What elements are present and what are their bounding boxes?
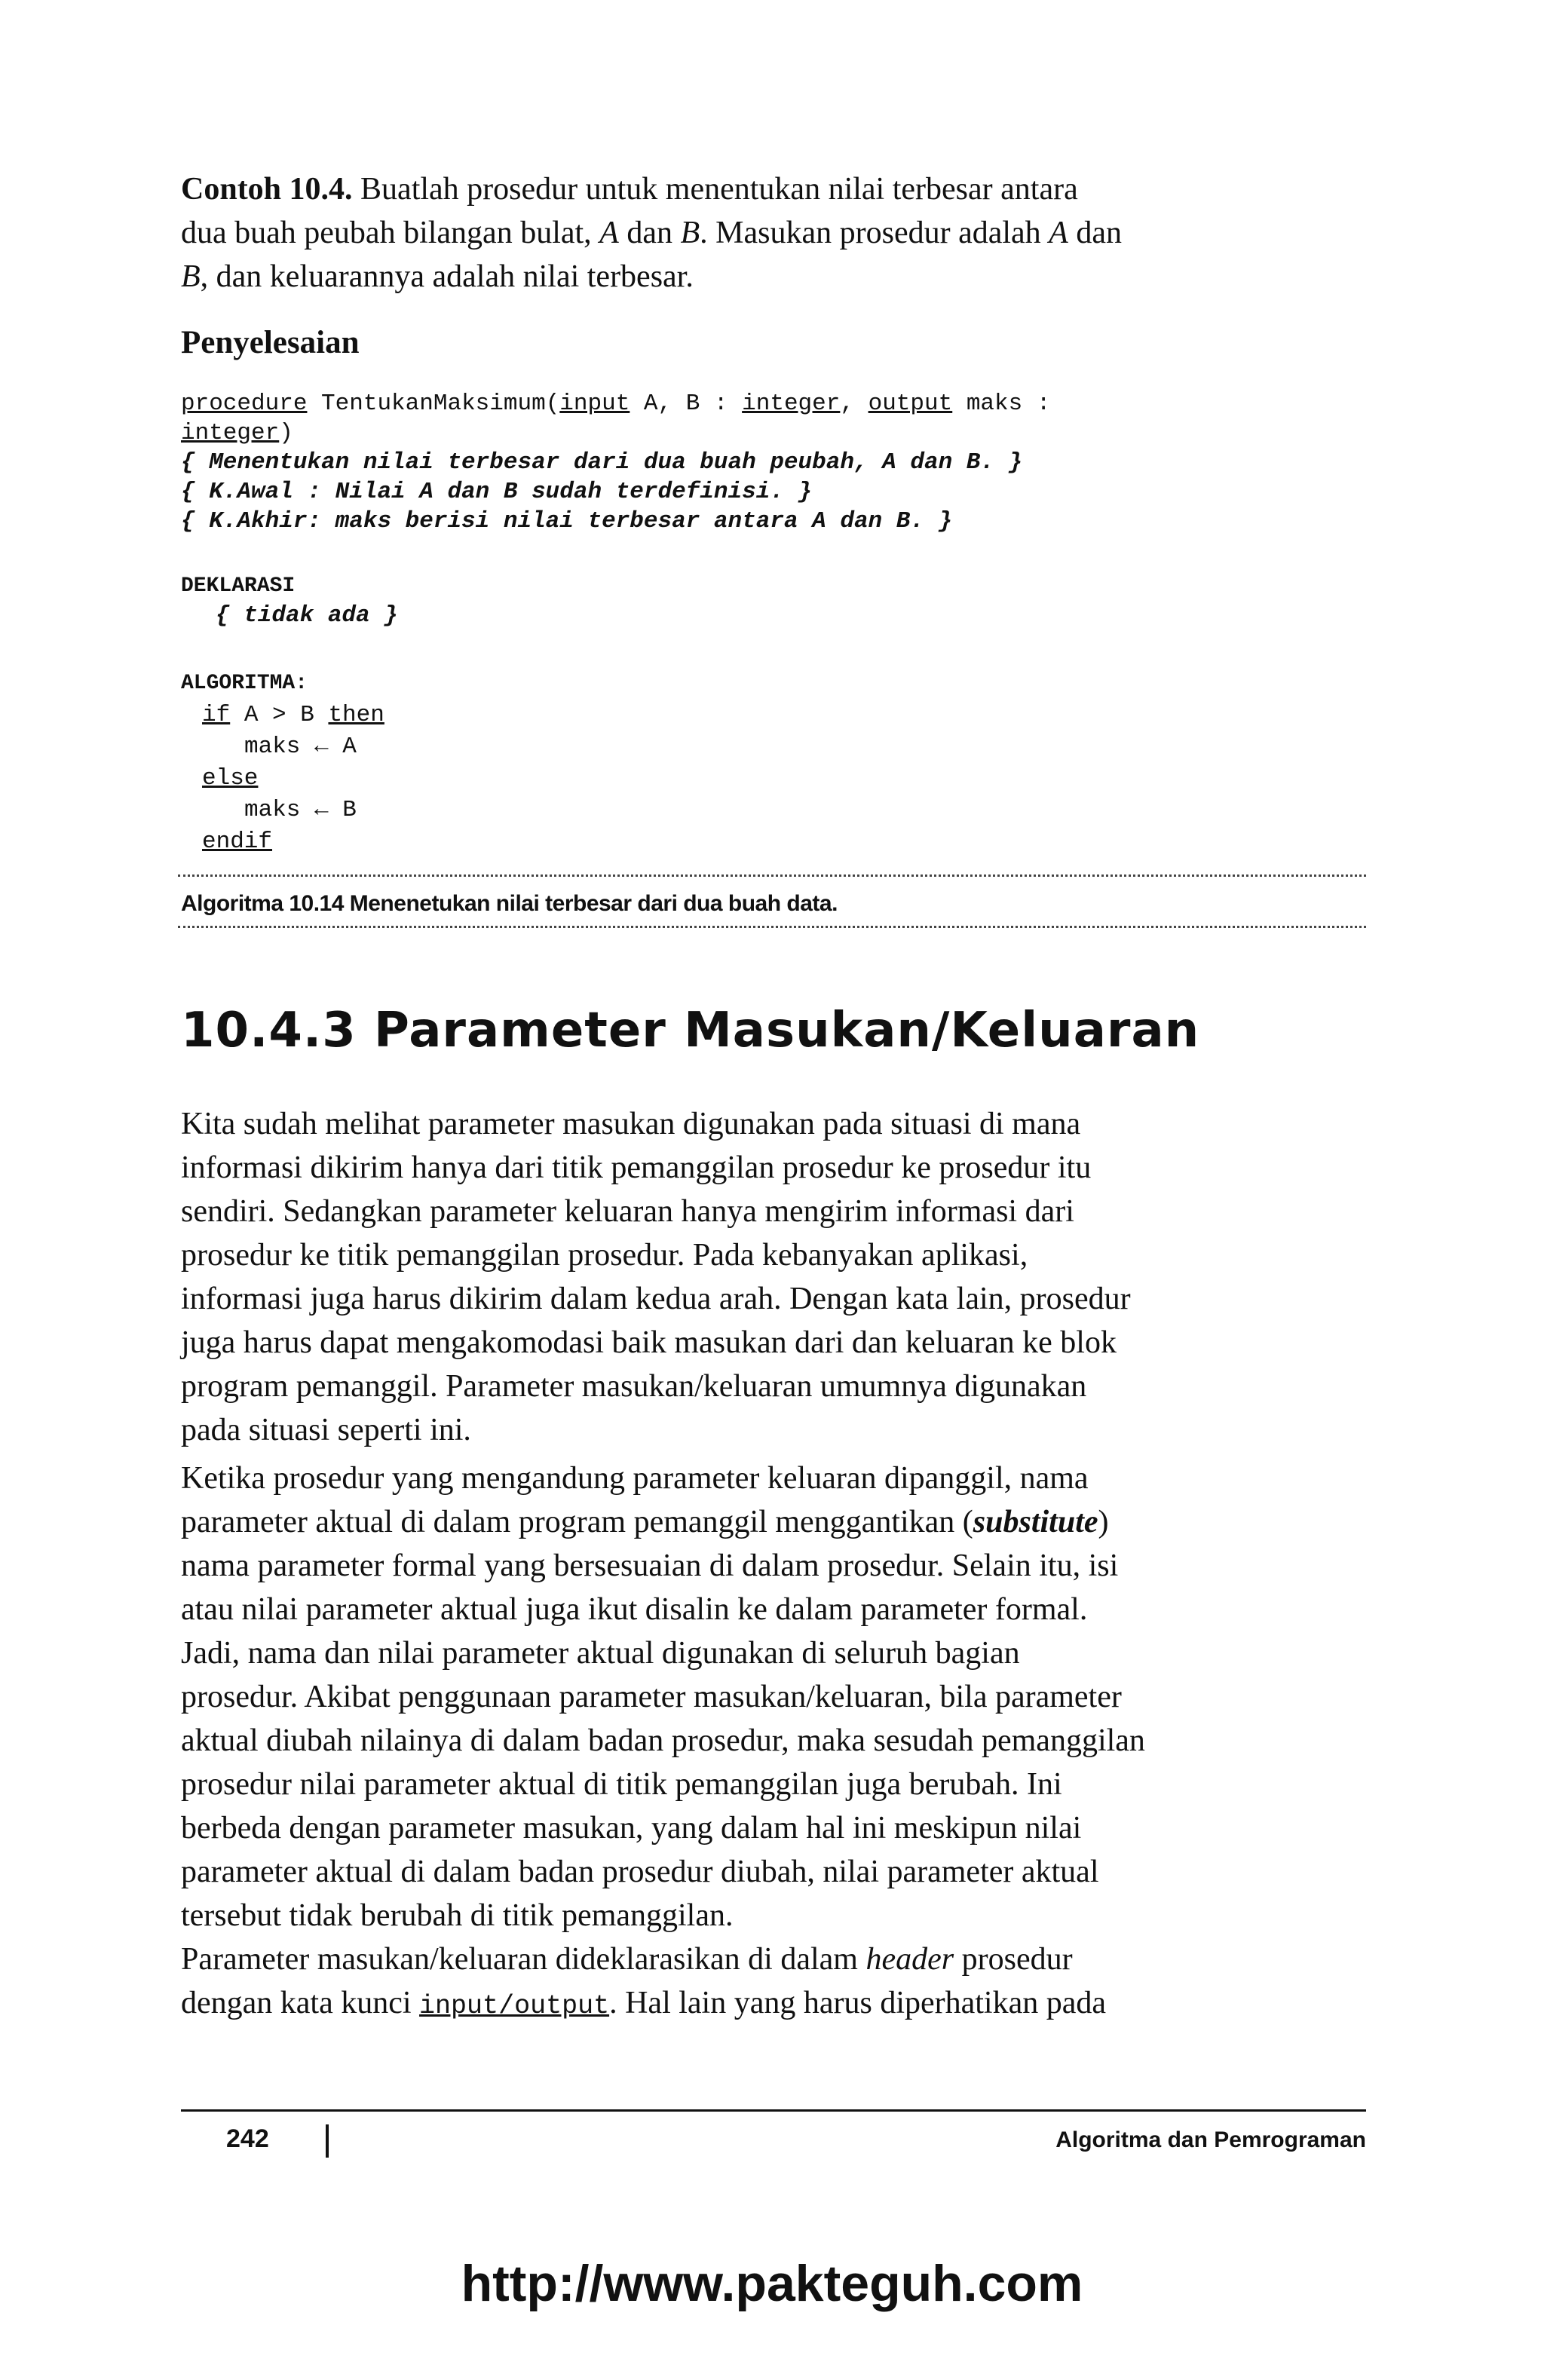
example-label: Contoh 10.4. <box>181 172 353 207</box>
example-line-3: B, dan keluarannya adalah nilai terbesar. <box>181 259 694 294</box>
para2-line: berbeda dengan parameter masukan, yang dalam hal ini meskipun nilai <box>181 1811 1082 1845</box>
code-line-else: else <box>202 765 259 792</box>
paragraph-3 <box>181 1937 1366 2028</box>
caption-top-divider <box>178 875 1366 877</box>
example-line-2: dua buah peubah bilangan bulat, A dan B. Masukan prosedur adalah A dan <box>181 216 1122 250</box>
para2-line: prosedur nilai parameter aktual di titik pemanggilan juga berubah. Ini <box>181 1767 1062 1802</box>
para2-line: Jadi, nama dan nilai parameter aktual digunakan di seluruh bagian <box>181 1636 1020 1671</box>
procedure-code-block <box>181 389 1050 536</box>
para1-line: informasi juga harus dikirim dalam kedua arah. Dengan kata lain, prosedur <box>181 1282 1131 1316</box>
para1-line: sendiri. Sedangkan parameter keluaran hanya mengirim informasi dari <box>181 1194 1074 1229</box>
para1-line: prosedur ke titik pemanggilan prosedur. Pada kebanyakan aplikasi, <box>181 1238 1028 1273</box>
para1-line: informasi dikirim hanya dari titik pemanggilan prosedur ke prosedur itu <box>181 1150 1092 1185</box>
solution-heading: Penyelesaian <box>181 325 360 360</box>
declaration-header: DEKLARASI <box>181 574 296 598</box>
book-title: Algoritma dan Pemrograman <box>1055 2127 1366 2152</box>
footer-divider <box>326 2124 329 2158</box>
para2-line: prosedur. Akibat penggunaan parameter masukan/keluaran, bila parameter <box>181 1680 1122 1714</box>
footer-rule <box>181 2109 1366 2112</box>
code-line-assign-b: maks ← B <box>244 797 357 823</box>
para2-line: Ketika prosedur yang mengandung parameter keluaran dipanggil, nama <box>181 1461 1089 1496</box>
section-title: 10.4.3 Parameter Masukan/Keluaran <box>181 1003 1200 1058</box>
code-comment-1: { Menentukan nilai terbesar dari dua buah peubah, A dan B. } <box>181 449 1023 476</box>
code-comment-3: { K.Akhir: maks berisi nilai terbesar antara A dan B. } <box>181 508 953 535</box>
para2-line: parameter aktual di dalam badan prosedur diubah, nilai parameter aktual <box>181 1855 1099 1889</box>
paragraph-1 <box>181 1102 1366 1452</box>
code-line-if: if A > B then <box>202 702 384 728</box>
algorithm-block <box>181 668 384 858</box>
website-watermark: http://www.pakteguh.com <box>461 2255 1083 2312</box>
example-statement <box>181 167 1366 299</box>
caption-bottom-divider <box>178 926 1366 928</box>
emphasis-header: header <box>865 1942 954 1977</box>
code-line-procedure: procedure TentukanMaksimum(input A, B : integer, output maks : <box>181 391 1051 417</box>
para1-line: pada situasi seperti ini. <box>181 1413 471 1447</box>
para2-line: parameter aktual di dalam program pemanggil menggantikan (substitute) <box>181 1505 1109 1539</box>
declaration-block <box>181 571 398 630</box>
para3-line: Parameter masukan/keluaran dideklarasikan di dalam header prosedur <box>181 1942 1073 1977</box>
para1-line: Kita sudah melihat parameter masukan digunakan pada situasi di mana <box>181 1107 1081 1141</box>
algorithm-caption: Algoritma 10.14 Menenetukan nilai terbesar dari dua buah data. <box>181 891 838 916</box>
declaration-body: { tidak ada } <box>216 602 398 629</box>
code-line-assign-a: maks ← A <box>244 734 357 760</box>
para3-line: dengan kata kunci input/output. Hal lain yang harus diperhatikan pada <box>181 1986 1107 2021</box>
para2-line: aktual diubah nilainya di dalam badan prosedur, maka sesudah pemanggilan <box>181 1723 1145 1758</box>
para2-line: tersebut tidak berubah di titik pemanggilan. <box>181 1898 734 1933</box>
algorithm-header: ALGORITMA: <box>181 672 308 695</box>
para1-line: juga harus dapat mengakomodasi baik masukan dari dan keluaran ke blok <box>181 1325 1117 1360</box>
para1-line: program pemanggil. Parameter masukan/keluaran umumnya digunakan <box>181 1369 1087 1404</box>
para2-line: atau nilai parameter aktual juga ikut disalin ke dalam parameter formal. <box>181 1592 1088 1627</box>
paragraph-2 <box>181 1456 1366 1937</box>
para2-line: nama parameter formal yang bersesuaian di dalam prosedur. Selain itu, isi <box>181 1548 1119 1583</box>
example-line-1: Contoh 10.4. Buatlah prosedur untuk menentukan nilai terbesar antara <box>181 172 1078 207</box>
code-comment-2: { K.Awal : Nilai A dan B sudah terdefinisi. } <box>181 479 813 505</box>
emphasis-substitute: substitute <box>973 1505 1098 1539</box>
page-number: 242 <box>226 2124 269 2153</box>
code-line-endif: endif <box>202 829 273 855</box>
inline-code-input-output: input/output <box>419 1991 610 2021</box>
code-line-integer: integer) <box>181 420 293 446</box>
